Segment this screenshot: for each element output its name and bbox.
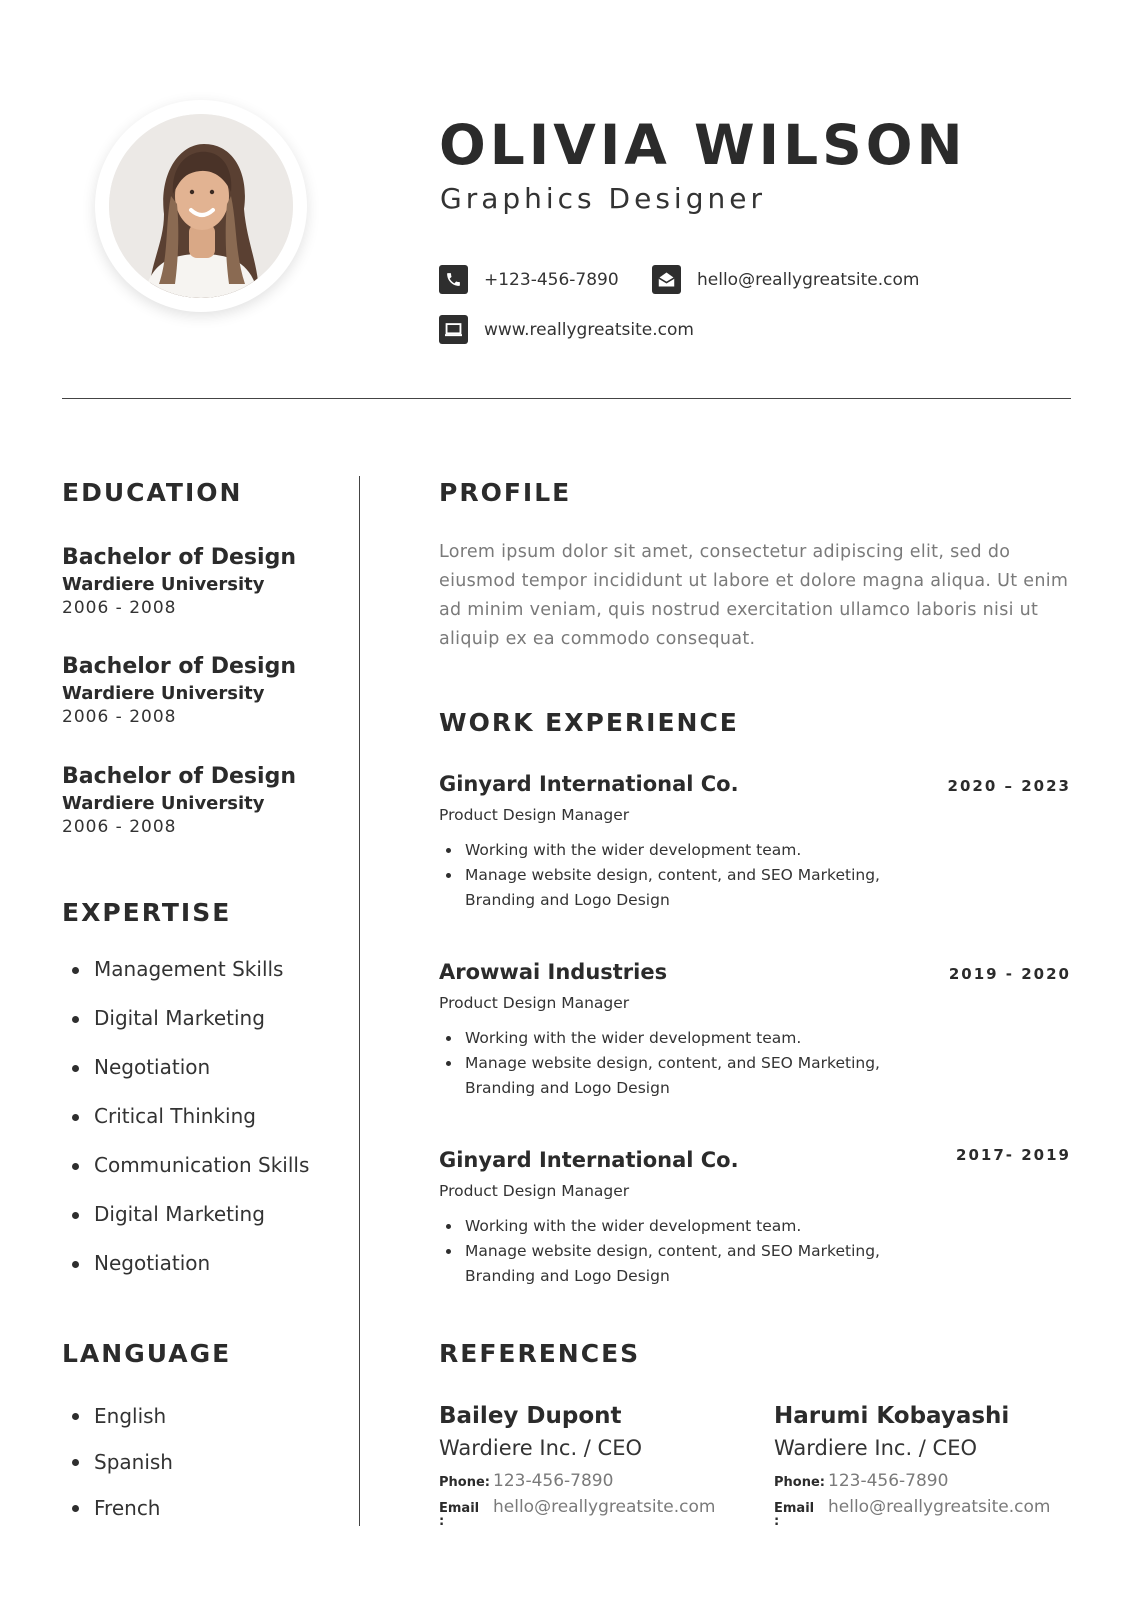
phone-text: +123-456-7890 (484, 269, 619, 290)
email-text: hello@reallygreatsite.com (697, 269, 920, 290)
work-experience-heading: WORK EXPERIENCE (439, 708, 739, 737)
reference-card (439, 1405, 749, 1528)
email-value: hello@reallygreatsite.com (828, 1497, 1051, 1517)
education-school: Wardiere University (62, 682, 265, 704)
education-item (62, 653, 296, 729)
education-item (62, 763, 296, 839)
expertise-item: Negotiation (62, 1239, 309, 1288)
contact-website (439, 315, 694, 344)
job-entry (439, 774, 1071, 913)
contact-email (652, 265, 919, 294)
job-entry (439, 962, 1071, 1101)
website-text: www.reallygreatsite.com (484, 319, 694, 340)
job-years: 2020 – 2023 (947, 777, 1071, 795)
language-item: English (62, 1393, 173, 1439)
phone-value: 123-456-7890 (493, 1471, 614, 1491)
job-company: Arowwai Industries (439, 960, 668, 984)
education-heading: EDUCATION (62, 478, 243, 507)
email-label: Email : (439, 1501, 480, 1529)
profile-heading: PROFILE (439, 478, 572, 507)
job-company: Ginyard International Co. (439, 1148, 739, 1172)
reference-company: Wardiere Inc. / CEO (774, 1436, 978, 1460)
language-list (62, 1393, 173, 1531)
job-role: Product Design Manager (439, 1182, 630, 1200)
job-bullet: Manage website design, content, and SEO Marketing, Branding and Logo Design (439, 863, 905, 913)
phone-icon (439, 265, 468, 294)
references-heading: REFERENCES (439, 1339, 641, 1368)
education-school: Wardiere University (62, 792, 265, 814)
job-role: Product Design Manager (439, 806, 630, 824)
phone-label: Phone: (774, 1475, 825, 1490)
job-bullet: Manage website design, content, and SEO Marketing, Branding and Logo Design (439, 1239, 905, 1289)
job-years: 2017- 2019 (956, 1146, 1071, 1164)
job-bullets (439, 838, 1071, 913)
language-item: French (62, 1485, 173, 1531)
expertise-item: Negotiation (62, 1043, 309, 1092)
job-bullets (439, 1214, 1071, 1289)
expertise-item: Management Skills (62, 945, 309, 994)
expertise-heading: EXPERTISE (62, 898, 232, 927)
avatar (109, 114, 293, 298)
job-bullets (439, 1026, 1071, 1101)
reference-email (439, 1499, 749, 1528)
job-bullet: Manage website design, content, and SEO Marketing, Branding and Logo Design (439, 1051, 905, 1101)
expertise-list (62, 945, 309, 1288)
email-value: hello@reallygreatsite.com (493, 1497, 716, 1517)
contact-phone (439, 265, 619, 294)
reference-email (774, 1499, 1084, 1528)
header-divider (62, 398, 1071, 399)
job-bullet: Working with the wider development team. (439, 1026, 905, 1051)
job-company: Ginyard International Co. (439, 772, 739, 796)
education-degree: Bachelor of Design (62, 545, 296, 570)
reference-name: Harumi Kobayashi (774, 1403, 1010, 1429)
language-heading: LANGUAGE (62, 1339, 232, 1368)
education-degree: Bachelor of Design (62, 654, 296, 679)
reference-phone (774, 1473, 1084, 1490)
laptop-icon (439, 315, 468, 344)
candidate-name: OLIVIA WILSON (439, 113, 967, 177)
reference-company: Wardiere Inc. / CEO (439, 1436, 643, 1460)
candidate-title: Graphics Designer (440, 182, 766, 215)
job-role: Product Design Manager (439, 994, 630, 1012)
education-item (62, 544, 296, 620)
expertise-item: Digital Marketing (62, 1190, 309, 1239)
education-school: Wardiere University (62, 573, 265, 595)
envelope-icon (652, 265, 681, 294)
phone-value: 123-456-7890 (828, 1471, 949, 1491)
job-entry (439, 1146, 1071, 1289)
language-item: Spanish (62, 1439, 173, 1485)
email-label: Email : (774, 1501, 815, 1529)
profile-text: Lorem ipsum dolor sit amet, consectetur adipiscing elit, sed do eiusmod tempor incididunt ut labore et dolore magna aliqua. Ut enim ad minim veniam, quis nostrud exercitation ullamco laboris nisi ut aliquip ex ea commodo consequat. (439, 542, 1069, 649)
column-divider (359, 476, 360, 1526)
education-years: 2006 - 2008 (62, 597, 177, 618)
expertise-item: Digital Marketing (62, 994, 309, 1043)
reference-phone (439, 1473, 749, 1490)
expertise-item: Communication Skills (62, 1141, 309, 1190)
education-years: 2006 - 2008 (62, 706, 177, 727)
job-bullet: Working with the wider development team. (439, 838, 905, 863)
education-years: 2006 - 2008 (62, 816, 177, 837)
reference-name: Bailey Dupont (439, 1403, 622, 1429)
job-years: 2019 - 2020 (948, 965, 1071, 983)
expertise-item: Critical Thinking (62, 1092, 309, 1141)
education-degree: Bachelor of Design (62, 764, 296, 789)
reference-card (774, 1405, 1084, 1528)
job-bullet: Working with the wider development team. (439, 1214, 905, 1239)
phone-label: Phone: (439, 1475, 490, 1490)
